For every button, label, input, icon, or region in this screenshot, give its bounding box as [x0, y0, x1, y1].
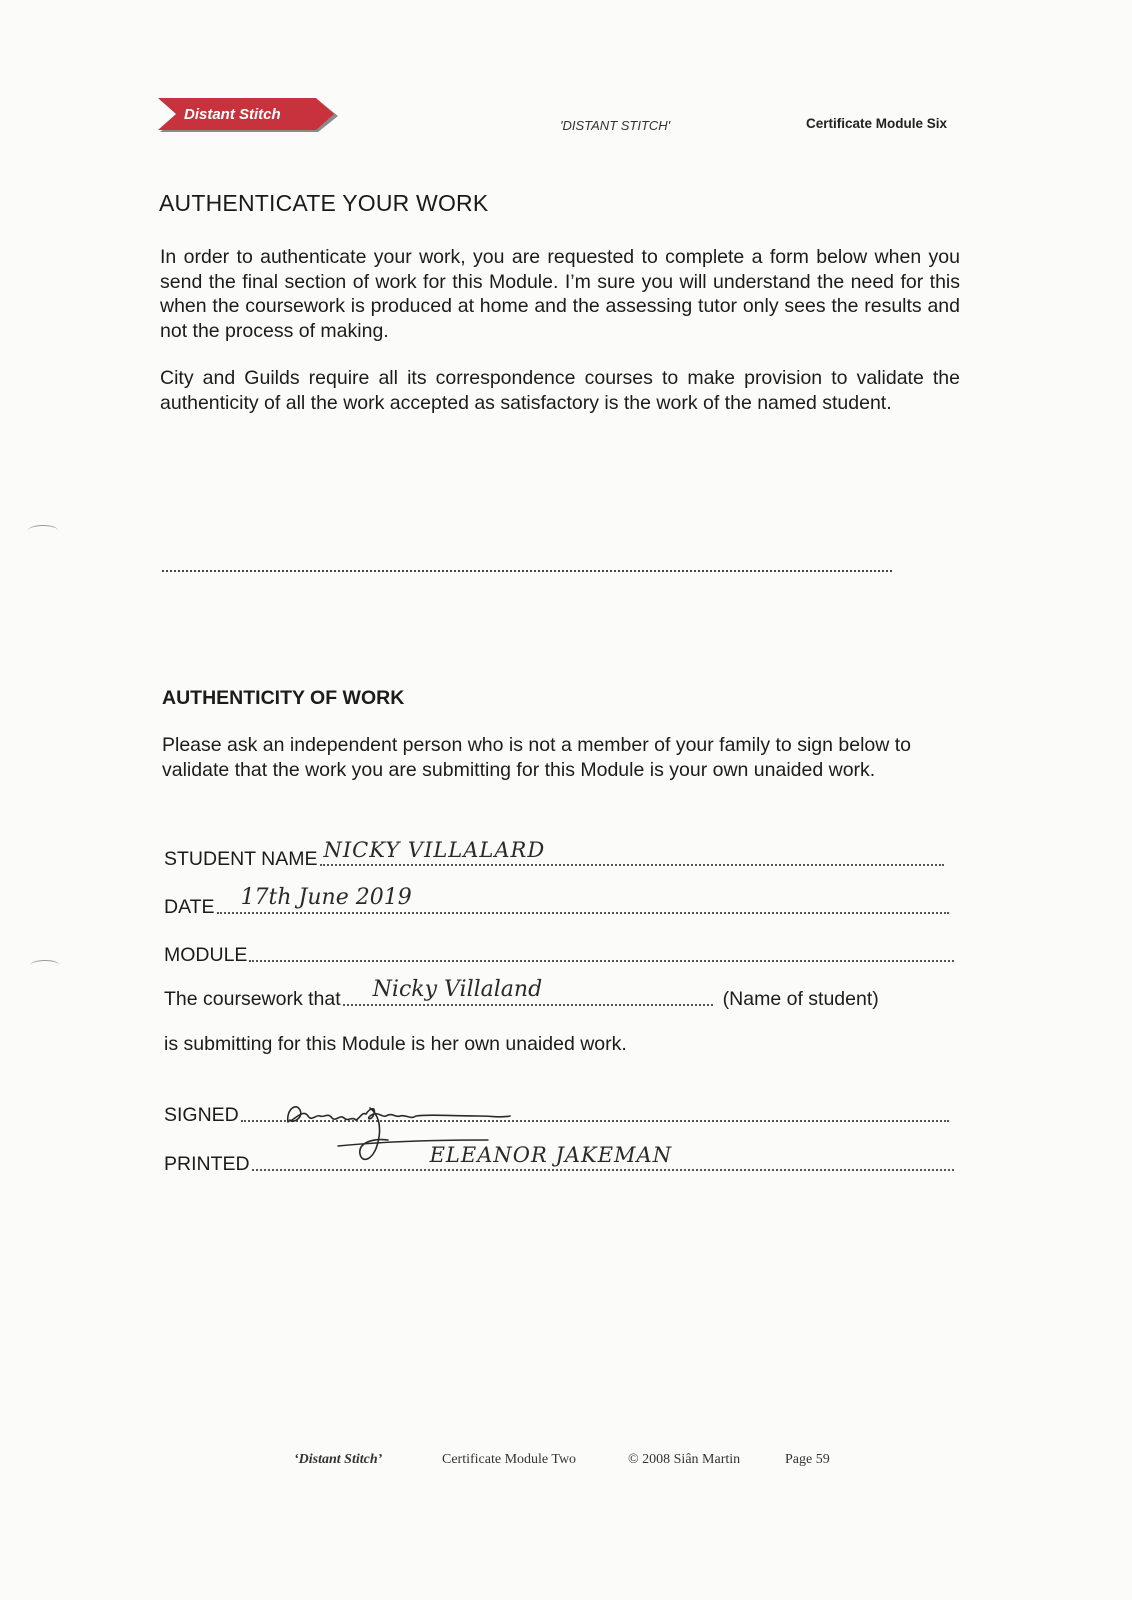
signed-label: SIGNED [164, 1104, 239, 1126]
punch-hole-mark [28, 525, 58, 536]
city-guilds-paragraph: City and Guilds require all its correspondence courses to make provision to validate the authenticity of all the work accepted as satisfactory is the work of the named student. [160, 367, 960, 414]
handwritten-signature [278, 1080, 698, 1180]
module-field[interactable] [249, 938, 954, 962]
date-row [164, 885, 949, 919]
student-name-handwriting: NICKY VILLALARD [323, 838, 546, 862]
footer-copyright: © 2008 Siân Martin [628, 1452, 741, 1467]
student-name-field[interactable] [320, 838, 945, 866]
punch-hole-mark [30, 960, 60, 971]
date-label: DATE [164, 896, 215, 918]
printed-label: PRINTED [164, 1153, 250, 1175]
logo-text: Distant Stitch [184, 106, 281, 123]
header-right-title: Certificate Module Six [806, 116, 948, 131]
authenticity-paragraph: Please ask an independent person who is not a member of your family to sign below to validate that the work you are submitting for this Module is your own unaided work. [162, 734, 912, 781]
coursework-suffix: (Name of student) [722, 988, 879, 1010]
footer-brand: ‘Distant Stitch’ [294, 1452, 383, 1467]
coursework-student-handwriting: Nicky Villaland [372, 977, 543, 1002]
intro-paragraph: In order to authenticate your work, you are requested to complete a form below when you send the final section of work for this Module. I’m sure you will understand the need for this when the coursework is produced at home and the assessing tutor only sees the results and not the process of making. [160, 246, 960, 342]
printed-name-handwriting: ELEANOR JAKEMAN [429, 1143, 673, 1167]
coursework-student-field[interactable] [343, 977, 713, 1006]
student-name-row [164, 838, 944, 871]
submitting-statement: is submitting for this Module is her own unaided work. [164, 1033, 627, 1055]
module-label: MODULE [164, 944, 248, 966]
date-field[interactable] [217, 885, 949, 914]
date-handwriting: 17th June 2019 [240, 885, 412, 910]
footer-module: Certificate Module Two [442, 1452, 577, 1467]
authenticity-heading: AUTHENTICITY OF WORK [162, 687, 405, 709]
separator-dotted-line [162, 568, 892, 572]
authenticate-heading: AUTHENTICATE YOUR WORK [159, 190, 489, 216]
distant-stitch-logo [158, 98, 340, 134]
module-row [164, 938, 954, 967]
student-name-label: STUDENT NAME [164, 848, 318, 870]
footer-page-number: Page 59 [785, 1452, 830, 1467]
coursework-prefix: The coursework that [164, 988, 341, 1010]
header-center-title: 'DISTANT STITCH' [560, 118, 671, 133]
coursework-row [164, 977, 924, 1011]
